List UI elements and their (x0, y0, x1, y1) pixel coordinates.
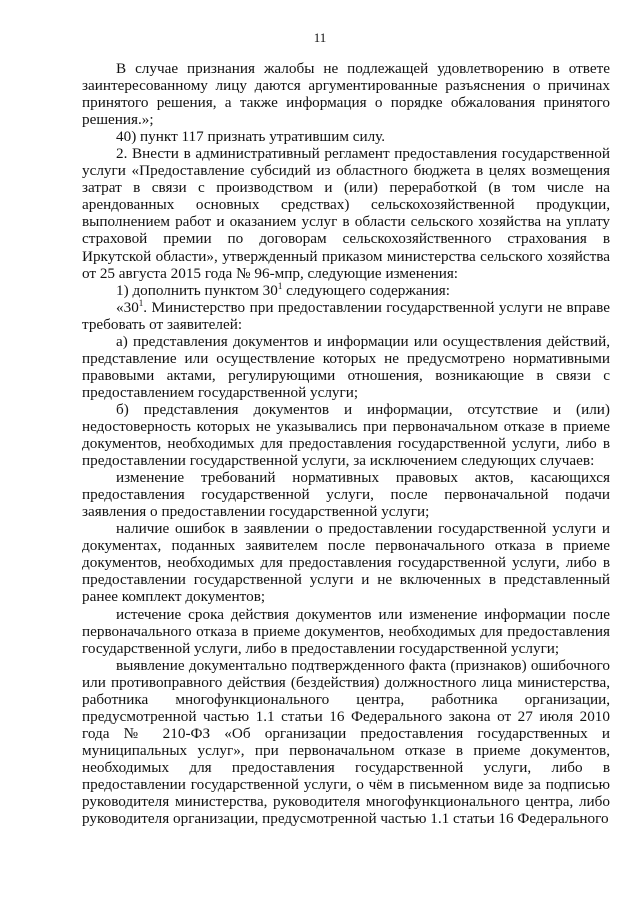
paragraph-case-misconduct: выявление документально подтвержденного факта (признаков) ошибочного или противоправного действия (бездействия) должностного лица министерства, работника многофункционального центра, работника организации, предусмотренной частью 1.1 статьи 16 Федерального закона от 27 июля 2010 года № 210-ФЗ «Об организации предоставления государственных и муниципальных услуг», при первоначальном отказе в приеме документов, необходимых для предоставления государственной услуги, либо в предоставлении государственной услуги, о чём в письменном виде за подписью руководителя министерства, руководителя многофункционального центра, либо руководителя организации, предусмотренной частью 1.1 статьи 16 Федерального (82, 656, 610, 828)
text-segment: 1) дополнить пунктом 30 (116, 281, 278, 299)
paragraph-subitem-b: б) представления документов и информации, отсутствие и (или) недостоверность которых не указывались при первоначальном отказе в приеме документов, необходимых для предоставления государственной услуги, либо в предоставлении государственной услуги, за исключением следующих случаев: (82, 400, 610, 470)
text-segment: «30 (116, 298, 139, 316)
paragraph-complaint-rejection: В случае признания жалобы не подлежащей удовлетворению в ответе заинтересованному лицу даются аргументированные разъяснения о причинах принятого решения, а также информация о порядке обжалования принятого решения.»; (82, 60, 610, 129)
document-body (82, 60, 610, 827)
paragraph-case-expiry: истечение срока действия документов или изменение информации после первоначального отказа в приеме документов, необходимых для предоставления государственной услуги, либо в предоставлении государственной услуги; (82, 605, 610, 657)
text-segment: . Министерство при предоставлении государственной услуги не вправе требовать от заявителей: (82, 298, 610, 333)
paragraph-case-requirements-change: изменение требований нормативных правовых актов, касающихся предоставления государственной услуги, после первоначальной подачи заявления о предоставлении государственной услуги; (82, 469, 610, 521)
superscript: 1 (138, 297, 144, 308)
paragraph-item-30-1-text (82, 299, 610, 333)
paragraph-add-item-30-1 (82, 282, 610, 299)
paragraph-case-errors: наличие ошибок в заявлении о предоставлении государственной услуги и документах, поданных заявителем после первоначального отказа в приеме документов, необходимых для предоставления государственной услуги, либо в предоставлении государственной услуги и не включенных в представленный ранее комплект документов; (82, 520, 610, 606)
paragraph-subitem-a: а) представления документов и информации или осуществления действий, представление или осуществление которых не предусмотрено нормативными правовыми актами, регулирующими отношения, возникающие в связи с предоставлением государственной услуги; (82, 332, 610, 401)
paragraph-amendment-2: 2. Внести в административный регламент предоставления государственной услуги «Предоставление субсидий из областного бюджета в целях возмещения затрат в связи с производством и (или) переработкой (в том числе на арендованных основных средствах) сельскохозяйственной продукции, выполнением работ и оказанием услуг в области сельского хозяйства на уплату страховой премии по договорам сельскохозяйственного страхования в Иркутской области», утвержденный приказом министерства сельского хозяйства от 25 августа 2015 года № 96-мпр, следующие изменения: (82, 145, 610, 282)
superscript: 1 (277, 280, 283, 291)
text-segment: следующего содержания: (282, 281, 451, 299)
paragraph-item-40: 40) пункт 117 признать утратившим силу. (116, 128, 386, 146)
page-number: 11 (313, 30, 327, 45)
